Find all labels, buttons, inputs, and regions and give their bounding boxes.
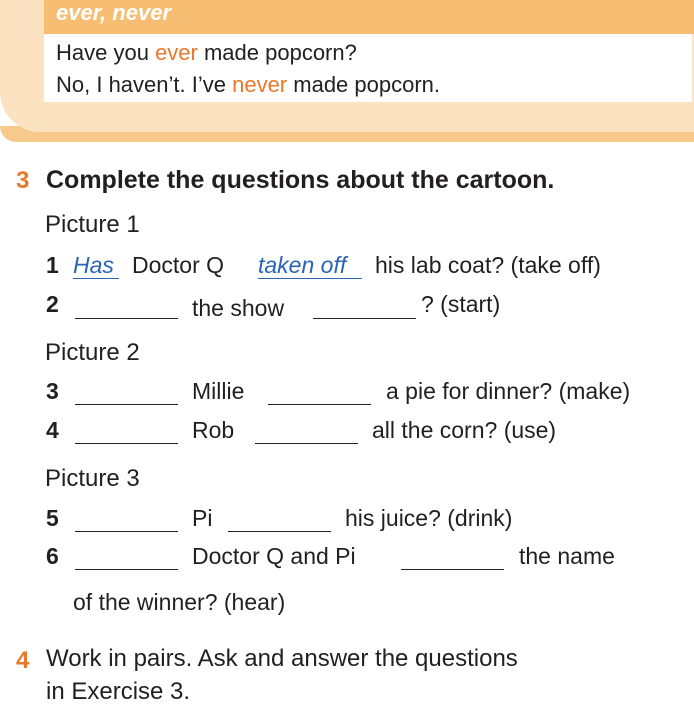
answer-underline: [73, 278, 119, 279]
question-text: the show: [192, 295, 285, 321]
question-text: Doctor Q: [132, 252, 225, 278]
question-text: ? (start): [421, 291, 501, 317]
grammar-examples: [44, 34, 692, 102]
question-number: 3: [46, 378, 59, 404]
answer-underline: [258, 278, 362, 279]
question-number: 5: [46, 505, 59, 531]
exercise-3-title: Complete the questions about the cartoon.: [46, 166, 555, 194]
answer-1a: Has: [73, 252, 114, 278]
blank-input[interactable]: [75, 318, 178, 319]
blank-input[interactable]: [75, 569, 178, 570]
example-text: Have you: [56, 40, 156, 65]
question-text: all the corn? (use): [372, 417, 557, 443]
blank-input[interactable]: [313, 318, 416, 319]
question-number: 4: [46, 417, 59, 443]
blank-input[interactable]: [75, 443, 178, 444]
exercise-4-title: Work in pairs. Ask and answer the questions: [46, 645, 518, 672]
example-text: made popcorn.: [287, 72, 441, 97]
grammar-heading: ever, never: [56, 0, 171, 25]
grammar-example-2: [56, 72, 440, 98]
picture-3-heading: Picture 3: [45, 465, 140, 492]
question-text: Pi: [192, 505, 213, 531]
question-text: the name: [519, 543, 615, 569]
example-text: No, I haven’t. I’ve: [56, 72, 233, 97]
exercise-3-number: 3: [16, 167, 30, 194]
question-text: his lab coat? (take off): [375, 252, 601, 278]
picture-2-heading: Picture 2: [45, 339, 140, 366]
exercise-4-number: 4: [16, 647, 30, 674]
answer-1b: taken off: [258, 252, 347, 278]
example-keyword: never: [232, 72, 288, 97]
blank-input[interactable]: [401, 569, 504, 570]
grammar-box: [0, 0, 694, 132]
blank-input[interactable]: [75, 531, 178, 532]
exercise-4-title-continued: in Exercise 3.: [46, 678, 191, 705]
blank-input[interactable]: [75, 404, 178, 405]
example-text: made popcorn?: [197, 40, 357, 65]
question-text: Doctor Q and Pi: [192, 543, 356, 569]
blank-input[interactable]: [268, 404, 371, 405]
blank-input[interactable]: [228, 531, 331, 532]
question-number: 1: [46, 252, 59, 278]
example-keyword: ever: [155, 40, 198, 65]
question-text: his juice? (drink): [345, 505, 513, 531]
grammar-box-header: [44, 0, 694, 34]
question-text: Rob: [192, 417, 235, 443]
grammar-example-1: [56, 40, 357, 66]
question-text: Millie: [192, 378, 245, 404]
blank-input[interactable]: [255, 443, 358, 444]
question-number: 2: [46, 291, 59, 317]
question-text-continued: of the winner? (hear): [73, 589, 286, 615]
question-number: 6: [46, 543, 59, 569]
question-text: a pie for dinner? (make): [386, 378, 631, 404]
picture-1-heading: Picture 1: [45, 211, 140, 238]
